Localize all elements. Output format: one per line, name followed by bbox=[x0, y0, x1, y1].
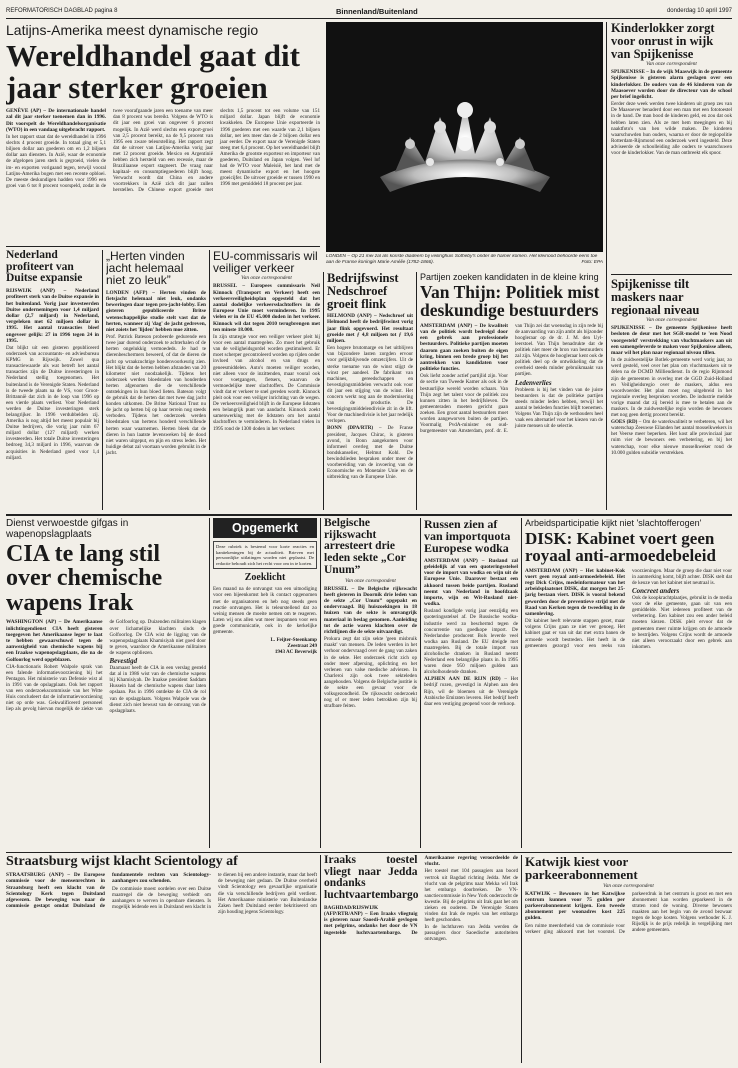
spijkenisse-body bbox=[611, 325, 732, 456]
cia-text2: Daarnaast heeft de CIA in een verslag gesteld dat al in 1986 wist van de chemische wapens bij Khamisiyah. De Iraakse president Saddam Hussein had de chemische wapens daar laten opslaan. Pas in 1996 ontdekte de CIA de rol van de opslagplaats. Volgens Walpole was de dienst zich niet bewust van de omvang van de opslagplaats. bbox=[109, 665, 206, 714]
wto-lead: GENÈVE (AP) – De internationale handel zal dit jaar sterker toenemen dan in 1996. Dit voorspelt de Wereldhandelsorganisatie (WTO) in een vandaag uitgebracht rapport. bbox=[6, 108, 106, 133]
photo-caption bbox=[326, 254, 603, 268]
article-cia bbox=[6, 518, 206, 848]
roses-label: ALPHEN AAN DE RIJN (RD) bbox=[424, 676, 501, 683]
wto-text: In het rapport staat dat de wereldhandel in 1996 slechts 4 procent groeide. In totaal ging er 5,1 biljoen dollar aan goederen om en 1,2 biljoen dollar aan diensten. In Azië, waar de economie de afgelopen jaren sterk is gegroeid, vielen de im- en exporten vorigaand tegen, terwijl vooral Latijns-Amerika bogen met een recente opbloei. De meeste deskundigen hadden voor 1996 een groei van 6 tot 8 procent voorspeld, zodat in de twee voorafgaande jaren een toename van meer dan 8 procent was bereikt. Volgens de WTO is dit jaar een groei van ongeveer 6 procent mogelijk. In Azië werd slechts een export-groei van 2,5 procent bereikt, na de 9,5 procent van 1995 een zware teleurstelling. Het rapport zegt dat de uitvoer van Latijns-Amerika vorig jaar met 12 procent groeide. Mexico en Argentinië hebben zich hersteld van een recessie, maar de Braziliaanse export stagneert. De vraag naar kapitaal- en consumptiegoederen blijft hoog. Verwacht wordt dat China en andere voortrekkers in Azië zich dit jaar zullen herstellen. De Chinese export groeide met slechts 1,5 procent tot een volume van 151 miljard dollar. Japan blijft de economie kwakkelen. De Europese Unie exporteerde in 1996 goederen met een waarde van 2,1 biljoen dollar, net iets meer dan de 2 biljoen dollar een jaar eerder. De export naar de Verenigde Staten steeg met 6,4 procent. Op het wereldhandel blijft Amerika de grootste exporteur en importeur van goederen, Duitsland en Japan volgen. Veel lof had de WTO voor Maleisië, het land met de meest dynamische export en het hoogste groeicijfer. De uitvoer groeide er tussen 1990 en 1996 met gemiddeld 18 procent per jaar. bbox=[6, 108, 320, 194]
opgemerkt-banner bbox=[213, 518, 317, 538]
nedschroef-body bbox=[327, 313, 413, 480]
article-eu bbox=[213, 250, 320, 510]
article-belgie bbox=[324, 518, 417, 848]
cia-lead: WASHINGTON (AP) – De Amerikaanse inlichtingendienst CIA heeft gisteren toegegeven het Amerikaanse leger te laat te hebben gewaarschuwd tegen de aanwezigheid van chemische wapens bij een Iraakse wapenopslagplaats, die na de Golfoorlog werd opgeblazen. bbox=[6, 619, 103, 663]
kinderlokker-lead: SPIJKENISSE – In de wijk Maaswijk in de gemeente Spijkenisse is gisteren alarm geslagen over een kinderlokker. De ouders van de 46 kinderen van de Maasoever worden door de directeur van de school per brief ingelicht. bbox=[611, 69, 732, 101]
article-baghdad bbox=[324, 855, 518, 1063]
nederland-text: Dat blijkt uit een gisteren gepubliceerd onderzoek van accountants- en adviesbureau KPMG in Rijswijk. Zowel qua transactiewaarde als wat betreft het aantal transacties zijn de Duitse investeringen in Nederland stellig toegenomen. Het buitenland is de Verenigde Staten. Nederland is de tweede plaats na de VS, voor Groot-Brittannië dat zich in de loop van 1996 op een vierde plaats verliest. Voor Nederland werden de Duitse investeringen sterk belangrijker. In 1996 verdubbelden zij. Amerika is nog altijd het meest populair bij Duitse bedrijven, die vorig jaar ruim 67 miljard dollar (127 miljard) werken investeerden. Het totale Duitse investeringen bedroeg 34,3 miljard in 1996, waarvan de acquisities in Nederland goed voor 1,4 miljard. bbox=[6, 344, 99, 461]
goes-label: GOES (RD) bbox=[611, 419, 638, 426]
bonn-text: De Franse president, Jacques Chirac, is gisteren avond, in Bonn aangekomen voor informeel overleg met de Duitse bondskanselier, Helmut Kohl. De bewindslieden bespraken onder meer de voorbereiding van de invoering van de Economische en Monetaire Unie en de uitbreiding van de Europese Unie. bbox=[327, 425, 413, 481]
katwijk-body bbox=[525, 891, 732, 935]
belgie-headline: Belgische rijkswacht arresteert drie leden sekte „Cor Unum” bbox=[324, 518, 406, 576]
disk-body bbox=[525, 568, 732, 650]
baghdad-lead: BAGHDAD/RIJSWIJK (AFP/RTR/ANP) – Een Iraaks vliegtuig is gisteren naar Saoedi-Arabië gevlogen met pelgrims, ondanks het door de VN ingestelde luchtvaartembargo. De Amerikaanse regering veroordeelde de vlucht. bbox=[324, 855, 518, 936]
vanthijn-headline: Van Thijn: Politiek mist deskundige bestuurders bbox=[420, 282, 600, 320]
article-strasbourg bbox=[6, 855, 317, 1063]
col-rule-1 bbox=[102, 250, 103, 510]
disk-subhead: Concreet anders bbox=[632, 586, 680, 595]
col-rule-7 bbox=[420, 518, 421, 848]
zoeklicht-text: Een maand na de ontvangst van een uitnodiging voor een bijeenkomst heb ik contact opgenomen met de organisatoren en heb nog steeds geen reactie ontvangen. Het is teleurstellend dat zo weinig mensen de moeite nemen om te reageren. Laten wij ons allen wat meer inspannen voor een goede communicatie, ook in de kerkelijke gemeente. bbox=[213, 586, 317, 636]
baghdad-headline: Iraaks toestel vliegt naar Jedda ondanks luchtvaartembargo bbox=[324, 855, 419, 902]
eu-headline: EU-commissaris wil veiliger verkeer bbox=[213, 250, 318, 276]
nedschroef-headline: Bedrijfswinst Nedschroef groeit flink bbox=[327, 272, 399, 311]
col-rule-4 bbox=[416, 272, 417, 510]
goes-brief: GOES (RD) – Om de waterkwaliteit te verbeteren, wil het waterschap Zeeuwse Eilanden het aantal mosselkwekers in het Veerse meer beperken. Het kost alle provinciaal jaar ruim vier de bewoners een verbetering, en bij het waterschap, voor elke nieuwe mosselkweker rond de 10.000 gulden subsidie verstrekken. bbox=[611, 419, 732, 456]
col-rule-5 bbox=[209, 518, 210, 848]
article-katwijk bbox=[525, 855, 732, 1063]
article-herten bbox=[106, 250, 206, 510]
kinderlokker-body bbox=[611, 69, 732, 156]
belgie-text: Prokura zegt dat zijn sekte 'geen misbruik maakt' van mensen. De leden werden in het verhoor ondervraagd over de gang van zaken in de sekte. Het onderzoek richt zich op onder meer afpersing, oplichting en het verlenen van valse medische adviezen. In Charleroi zijn ook twee sekteleden aangehouden. Volgens de Belgische justitie is de sekte een gevaar voor de volksgezondheid. De rijkswacht onderzoekt nog of er meer leden betrokken zijn bij strafbare feiten. bbox=[324, 636, 417, 710]
divider-row4 bbox=[6, 852, 732, 853]
russen-body bbox=[424, 558, 518, 707]
disk-lead: AMSTERDAM (ANP) – Het kabinet-Kok voert geen royaal anti-armoedebeleid. Het regt Dick Crijns, medeinformateur van het arbeidsplaatsnet DISK, dat morgen het 25-jarig bestaan viert. DISK is vooral bekend geworden door de preventieve strijd met de Raad van Kerken tegen de tweedeling in de samenleving. bbox=[525, 567, 625, 618]
opgemerkt-intro-box bbox=[213, 541, 317, 569]
strasbourg-text: De commissie moest oordelen over een Duitse maatregel die de beweging verbiedt om aanhangers te werven in openbare diensten. Is mogelijk leidende een in Duitsland een klacht in te dienen bij een andere instantie, maar dat heeft de beweging niet gedaan. De Duitse overheid vindt Scientology een gevaarlijke organisatie die via verschillende bedrijven geld verdient. Het Amerikaanse ministerie van Buitenlandse Zaken heeft Duitsland eerder bekritiseerd om zijn houding jegens Scientology. bbox=[112, 872, 317, 915]
caption-text: LONDEN – Op 21 mei zal als koriste diadeem bij veilinghuis Sotheby's onder de hamer komen. Het kleinood behoorde eens toe aan de Franse koningin Marie Amélie (1782-1866). bbox=[326, 254, 598, 265]
herten-body bbox=[106, 290, 206, 456]
eu-body bbox=[213, 283, 320, 431]
article-kinderlokker bbox=[611, 22, 732, 272]
tiara-photo bbox=[326, 22, 603, 252]
wto-headline: Wereldhandel gaat dit jaar sterker groeien bbox=[6, 38, 300, 105]
roses-brief: ALPHEN AAN DE RIJN (RD) – Het bedrijf rozen, gevestigd in Alphen aan den Rijn, wil de bloemen uit de Verenigde Arabische Emiraten leveren. Het bedrijf heeft daar een vestiging geopend voor de verkoop. bbox=[424, 676, 518, 707]
disk-headline: DISK: Kabinet voert geen royaal anti-armoedebeleid bbox=[525, 529, 716, 566]
strasbourg-lead: STRAATSBURG (ANP) – De Europese commissie voor de mensenrechten in Straatsburg heeft een klacht van de Scientology Kerk tegen Duitsland afgewezen. De beweging was naar de commissie gestapt omdat Duitsland de fundamentele rechten van Scientology-aanhangers zou schenden. bbox=[6, 872, 211, 910]
katwijk-headline: Katwijk kiest voor parkeerabonnement bbox=[525, 855, 638, 883]
bonn-label: BONN (DPA/RTR) bbox=[327, 425, 374, 432]
nedschroef-lead: HELMOND (ANP) – Nedschroef uit Helmond heeft de bedrijfswinst vorig jaar flink opgevoerd. Het resultaat groeide met ƒ 4,8 miljoen tot ƒ 19,6 miljoen. bbox=[327, 313, 413, 345]
spijkenisse-text: In de zuidwestelijke Botlek-gemeente werd vorig jaar, zo werd gesteld, veel over het plan om vluchtmaskers uit te delen na de DCMD Millieudienst. In de regio Rijnmond zijn de gemeenten in overleg met de GGD Zuid-Holland en Veiligheidsregio over de maskers, aldus een woordvoerder. Het plan moet nog uitgebreid in het regionale overleg besproken worden. De industrie meldde vorige maand dat zij bereid is mee te betalen aan de maskers. In de zuidwestelijke regio worden de bewoners met nog geen dertig procent bereikt. bbox=[611, 357, 732, 419]
divider-row2 bbox=[6, 246, 320, 247]
col-rule-6 bbox=[320, 518, 321, 848]
caption-credit: Foto: EPA bbox=[581, 259, 603, 265]
article-disk bbox=[525, 518, 732, 848]
goes-text: Om de waterkwaliteit te verbeteren, wil het waterschap Zeeuwse Eilanden het aantal mosselkwekers in het Veerse meer beperken. Het kost alle provinciaal jaar ruim vier de bewoners een verbetering, en bij het waterschap, voor elke nieuwe mosselkweker rond de 10.000 gulden subsidie verstrekken. bbox=[611, 419, 732, 456]
baghdad-body bbox=[324, 855, 518, 943]
vanthijn-body bbox=[420, 323, 603, 435]
opgemerkt-box bbox=[213, 518, 317, 848]
wto-body bbox=[6, 108, 320, 193]
nederland-body bbox=[6, 288, 99, 461]
zoeklicht-title: Zoeklicht bbox=[244, 572, 286, 584]
tiara-icon bbox=[370, 82, 560, 202]
article-nedschroef bbox=[327, 272, 413, 510]
belgie-lead: BRUSSEL – De Belgische rijkswacht heeft gisteren in Doornik drie leden van de sekte „Cor Unum” opgepakt en ondervraagd. Bij huiszoekingen in 18 huizen van de sekte is omvangrijk materiaal in beslag genomen. Aanleiding tot de actie waren klachten over de richtlijnen die de sekte uitvaardigt. bbox=[324, 585, 417, 636]
eu-lead: BRUSSEL – Europees commissaris Neil Kinnock (Transport en Verkeer) heeft een verkeersveiligheidsplan opgesteld dat het aantal dodelijke verkeersslachtoffers in de Europese Unie moet verminderen. In 1995 vielen er in de EU 45.000 doden in het verkeer. Kinnock wil dat tegen 2010 terugbrengen met ten minste 18.000. bbox=[213, 283, 320, 333]
bonn-brief: BONN (DPA/RTR) – De Franse president, Jacques Chirac, is gisteren avond, in Bonn aangekomen voor informeel overleg met de Duitse bondskanselier, Helmut Kohl. De bewindslieden bespraken onder meer de voorbereiding van de invoering van de Economische en Monetaire Unie en de uitbreiding van de Europese Unie. bbox=[327, 425, 413, 481]
vanthijn-text2: Probleem is bij het vinden van de juiste bestuurders is dat de politieke partijen steeds minder leden hebben, terwijl het aantal te bekleden functies blijft toenemen. Volgens Van Thijn zijn de wethouders heel vaak een alternatief voor het kiezen van de juiste mensen uit de selectie. bbox=[515, 386, 603, 430]
article-wto bbox=[6, 22, 320, 242]
disk-text: Dit kabinet heeft relevante stappen gezet, maar volgens Crijns gaan ze niet ver genoeg. Het kabinet gaat er van uit dat met extra banen de armoede wordt bestreden. Het heeft in de gemeenten gezorgd voor een reeks van voorzieningen. Maar de groep die daar niet voor in aanmerking komt, blijft achter. DISK stelt dat de keuze van het kabinet niet neutraal is. bbox=[525, 567, 732, 649]
russen-headline: Russen zien af van importquota Europese wodka bbox=[424, 518, 511, 556]
nedschroef-text: Een hogere brutomarge en het uitblijven van bijzondere lasten zorgden ervoor voor gelijkblijvende omzetcijfers. Uit de sterke toename van de winst stijgt de winst per aandeel. De fabrikant van machines, gereedschappen en bevestigingsmiddelen verwacht ook voor dit jaar een stijging van de winst. Het concern werkt nog aan de modernisering van de productie. De bevestigingsmiddelendivisie zit in de lift. Voor de machinedivisie is het jaar redelijk verlopen. bbox=[327, 345, 413, 425]
roses-text: Het bedrijf rozen, gevestigd in Alphen aan den Rijn, wil de bloemen uit de Verenigde Arabische Emiraten leveren. Het bedrijf heeft daar een vestiging geopend voor de verkoop. bbox=[424, 676, 518, 707]
katwijk-byline: Van onze correspondent bbox=[603, 882, 654, 889]
vanthijn-subhead: Ledenverlies bbox=[515, 378, 552, 387]
belgie-byline: Van onze correspondent bbox=[345, 577, 396, 584]
vanthijn-kicker: Partijen zoeken kandidaten in de kleine kring bbox=[420, 272, 599, 282]
col-rule-8 bbox=[521, 518, 522, 848]
article-spijkenisse bbox=[611, 278, 732, 510]
cia-body bbox=[6, 619, 206, 713]
zoeklicht-signature: L. Feijter-Steenkamp Zeestraat 249 1943 AC Beverwijk bbox=[270, 637, 317, 656]
russen-text: Rusland kondigde vorig jaar eenzijdig een quoteringsstelsel af. De Russische wodka-industrie werd zo beschermd tegen de concurrentie van goedkope import. De Nederlandse producent Bols leverde veel wodka aan Rusland. De EU dreigde met maatregelen. Bij de totale import van alcoholische dranken in Rusland neemt Nederland een belangrijke plaats in. In 1995 waren deze 950 miljoen gulden aan alcoholhoudende dranken. bbox=[424, 608, 518, 676]
belgie-body bbox=[324, 586, 417, 710]
herten-headline: „Herten vinden jacht helemaal niet zo leuk” bbox=[106, 250, 185, 288]
katwijk-text: Een ruime meerderheid van de commissie voor verkeer ging akkoord met het voorstel. De parkeerdruk in het centrum is groot en met een abonnement kan worden geparkeerd in de straten rond de woning. Diverse bewoners maakten aan het begin van de avond bezwaar tegen de hoge kosten. Volgens wethouder K. J. Rijsdijk is de prijs redelijk in vergelijking met andere gemeenten. bbox=[525, 890, 732, 935]
strasbourg-headline: Straatsburg wijst klacht Scientology af bbox=[6, 855, 238, 869]
page-header bbox=[6, 6, 732, 19]
opgemerkt-intro: Deze rubriek is bestemd voor korte reacties en kanttekeningen bij de actualiteit. Brieven met persoonlijke uitlatingen worden niet geplaatst. De redactie behoudt zich het recht voor om in te korten. bbox=[216, 544, 314, 566]
header-left: REFORMATORISCH DAGBLAD pagina 8 bbox=[6, 8, 118, 14]
nederland-headline: Nederland profiteert van Duitse expansie bbox=[6, 250, 83, 285]
nederland-lead: RIJSWIJK (ANP) – Nederland profiteert sterk van de Duitse expansie in het buitenland. Vorig jaar investeerden Duitse ondernemingen voor 1,4 miljard dollar (2,7 miljard) in Nederland, vergeleken met 62 miljoen dollar in 1995. Het aantal transacties bleef ongeveer gelijk: 27 in 1996 tegen 24 in 1995. bbox=[6, 288, 99, 344]
cia-headline: CIA te lang stil over chemische wapens Irak bbox=[6, 541, 163, 616]
cia-kicker: Dienst verwoestde gifgas in wapenopslagplaats bbox=[6, 518, 129, 540]
disk-kicker: Arbeidsparticipatie kijkt niet 'slachtofferogen' bbox=[525, 518, 702, 528]
vanthijn-text: Ook liefst zonder actief partijlid zijn. Voor de sectie van Tweede Kamer als ook in de bestuurlijke wereld worden schaars. Van Thijn zegt het talent voor de politiek zou kunnen zitten in het bedrijfsleven. De gemeenteraden moeten gericht gaan zoeken. Een groot aantal bestuurders moet worden aangeworven buiten de partijen. Voormalig PvdA-minister en oud-burgemeester van Amsterdam, prof. dr. E. van Thijn zei dat woensdag in zijn rede bij de aanvaarding van zijn ambt als bijzonder hoogleraar op de dr. J. M. den Uyl-leerstoel. Van Thijn benadrukte dat de politiek niet meer de bron van bestuurders zal zijn. Volgens de hoogleraar kent ook de politiek deel op de ontwikkeling dat de overheid steeds minder gebruikmaakt van partijen. bbox=[420, 322, 603, 435]
divider-row3 bbox=[6, 514, 732, 516]
col-rule-2 bbox=[209, 250, 210, 510]
article-vanthijn bbox=[420, 272, 603, 510]
cia-subhead: Bevestigd bbox=[109, 656, 138, 665]
kinderlokker-byline: Van onze correspondent bbox=[646, 61, 697, 68]
col-rule-3 bbox=[323, 272, 324, 510]
spijkenisse-lead: SPIJKENISSE – De gemeente Spijkenisse heeft besloten de deur met het SGR-model te 'een Nood voorgesteld' verstrekking van vluchtmaskers aan uit een samengeleverde te maken voor Spijkenisse alleen, maar wil het plan naar regionaal niveau tillen. bbox=[611, 325, 732, 357]
katwijk-lead: KATWIJK – Bewoners in het Katwijkse centrum kunnen voor 75 gulden per parkeerabonnement krijgen. Een tweede abonnement per woonadres kost 225 gulden. bbox=[525, 890, 625, 922]
vanthijn-lead: AMSTERDAM (ANP) – De kwaliteit van de politiek wordt bedreigd door een gebrek aan professionele bestuurders. Politieke partijen moeten daarom gaan zoeken buiten de eigen kring, binnen een brede groep bij het aantrekken van kandidaten voor politieke functies. bbox=[420, 322, 508, 373]
column-divider-right bbox=[606, 22, 607, 510]
eu-byline: Van onze correspondent bbox=[241, 275, 292, 282]
cia-text: CIA-functionaris Robert Walpole sprak van een falende informatievoorziening bij het Pentagon. Het ministerie van Defensie wist al in 1991 van de opslagplaats. Ook het rapport van een onderzoekscommissie van het Witte Huis concludeert dat de informatievoorziening niet op orde was. Gekwalificeerd personeel liep als gevolg hiervan mogelijk de ziekte van de Golfoorlog op. Duizenden militairen klagen over lichamelijke klachten sinds de Golfoorlog. De CIA wist de ligging van de wapenopslagplaats Khamisiyah niet goed door te geven, waardoor de Amerikaanse militairen de wapens opbliezen. bbox=[6, 619, 206, 713]
eu-text: In zijn strategie voor een veiliger verkeer pleit hij voor een aantal maatregelen. Zo moet het gebruik van de veiligheidsgordel worden gestimuleerd. Er moet scherper gecontroleerd worden op rijden onder invloed van alcohol en van drugs en geneesmiddelen. Auto's moeten veiliger worden, niet alleen voor de inzittenden, maar vooral ook voor voetgangers, fietsers, waarvan de vermoedelijke meer slachtoffers. De Commissie vindt dat er verkeer te snel gereden wordt. Kinnock pleit ook voor een veiliger inrichting van de wegen. De verkeersveiligheid blijft in de Europese lidstaten een belangrijk punt van aandacht. Kinnock zoekt samenwerking met de lidstaten om het aantal slachtoffers te verminderen. In Nederland vielen in 1995 rond de 1300 doden in het verkeer. bbox=[213, 334, 320, 432]
baghdad-text2: In de luchthaven van Jedda werden de passagiers door Saoedische autoriteiten ontvangen. bbox=[424, 924, 518, 943]
header-section: Binnenland/Buitenland bbox=[336, 7, 418, 16]
russen-lead: AMSTERDAM (ANP) – Rusland zal geleidelijk af van een quoteringsstelsel voor de import van wodka en wijn uit de Europese Unie. Daarover bestaat een akkoord tussen beide partijen. Rusland neemt van Nederland in hoofdzaak importe, wijn en Wit-Rusland niet-wodka. bbox=[424, 557, 518, 608]
header-date: donderdag 10 april 1997 bbox=[666, 8, 732, 14]
article-nederland bbox=[6, 250, 99, 510]
article-russen bbox=[424, 518, 518, 848]
herten-text: Prof. Patrick Bateson probeerde gedurende een twee jaar durend onderzoek te achterhalen of de herten ongelukkig vermoededs. Je had te dierenbeschermers beweerd, of dat de dieren de jacht op wraakzuchtige hondenvoorkeurig zien. Het blijkt dat de herten hebben afstanden van 20 kilometer niet noodzakelijk. Tijdens het onderzoek werden bloedstalen van honderden herten afgenomen die de verschillende ontstekingen in hun bloed lieten. Bateson volgt de gebruik dat de herten dat met twee dag jacht konden uitkomen. De Britse National Trust nu de jacht op herten bij op haar terrein nog steeds verboden. Tijdens het onderzoek werden bloedstalen van hertens honderd verschillende herten waar waarnemen. Herten bleek dat de dieren in hun laatste levensweken bij de dood niet waren uitgeput, en pijn en stress leden. Het huidige debat zal voortaan worden gebruikt in de jacht. bbox=[106, 334, 206, 456]
divider-kinderlokker bbox=[611, 274, 732, 275]
col-rule-9 bbox=[320, 855, 321, 1063]
col-rule-10 bbox=[521, 855, 522, 1063]
disk-text2: Ook de koopkrachtplaatjes, gebruikt in de media voor de elke gemeente, gaan uit van een gemiddelde. Niet iedereen profiteert van de verbetering. Een kabinet zou een ander beleid moeten kiezen. DISK pleit ervoor dat de gemeenten meer ruimte krijgen om de armoede te bestrijden. Volgens Crijns wordt de armoede niet alleen veroorzaakt door een gebrek aan inkomen. bbox=[632, 595, 732, 650]
herten-lead: LONDEN (AFP) – Herten vinden de fietsjacht helemaal niet leuk, ondanks beweringen daar tegen pro-jacht-lobby. Een gisteren gepubliceerde Britse wetenschappelijke studie stelt vast dat de herten, wanneer zij 'dag' de jacht gedreven, niet zoiets het 'lijden' hebben moe zitten. bbox=[106, 289, 206, 333]
kinderlokker-text: Eerder deze week werden twee kinderen uit groep zes van De Maasoever benaderd door een man met een fototoestel in de hand. De man bood de kinderen geld, en zou dat ook hebben laten zien. Als ze met hem meegingen en bij naaktfoto's van hen wilde maken. De kinderen waarschuwden hun ouders, waarna er door de regiopolitie Rotterdam-Rijnmond een onderzoek werd ingesteld. Deze adviseerde de schoolleiding alle ouders te waarschuwen voor de kinderlokker. Van de man ontbreekt elk spoor. bbox=[611, 101, 732, 157]
kinderlokker-headline: Kinderlokker zorgt voor onrust in wijk van Spijkenisse bbox=[611, 22, 715, 61]
spijkenisse-byline: Van onze correspondent bbox=[646, 317, 697, 324]
strasbourg-body bbox=[6, 872, 317, 915]
wto-kicker: Latijns-Amerika meest dynamische regio bbox=[6, 22, 259, 38]
spijkenisse-headline: Spijkenisse tilt maskers naar regionaal niveau bbox=[611, 278, 700, 317]
baghdad-text: Het toestel met 104 passagiers aan boord vertrok uit Bagdad richting Jedda. Met de vlucht van de pelgrims naar Mekka wil Irak het embargo doorbreken. De VN-sanctiecommissie in New York onderzocht de kwestie. Bij de pelgrims uit Irak gaat het om zieken en ouderen. De Verenigde Staten vinden dat Irak de regels van het embargo heeft geschonden. bbox=[424, 868, 518, 924]
opgemerkt-title: Opgemerkt bbox=[232, 521, 298, 535]
